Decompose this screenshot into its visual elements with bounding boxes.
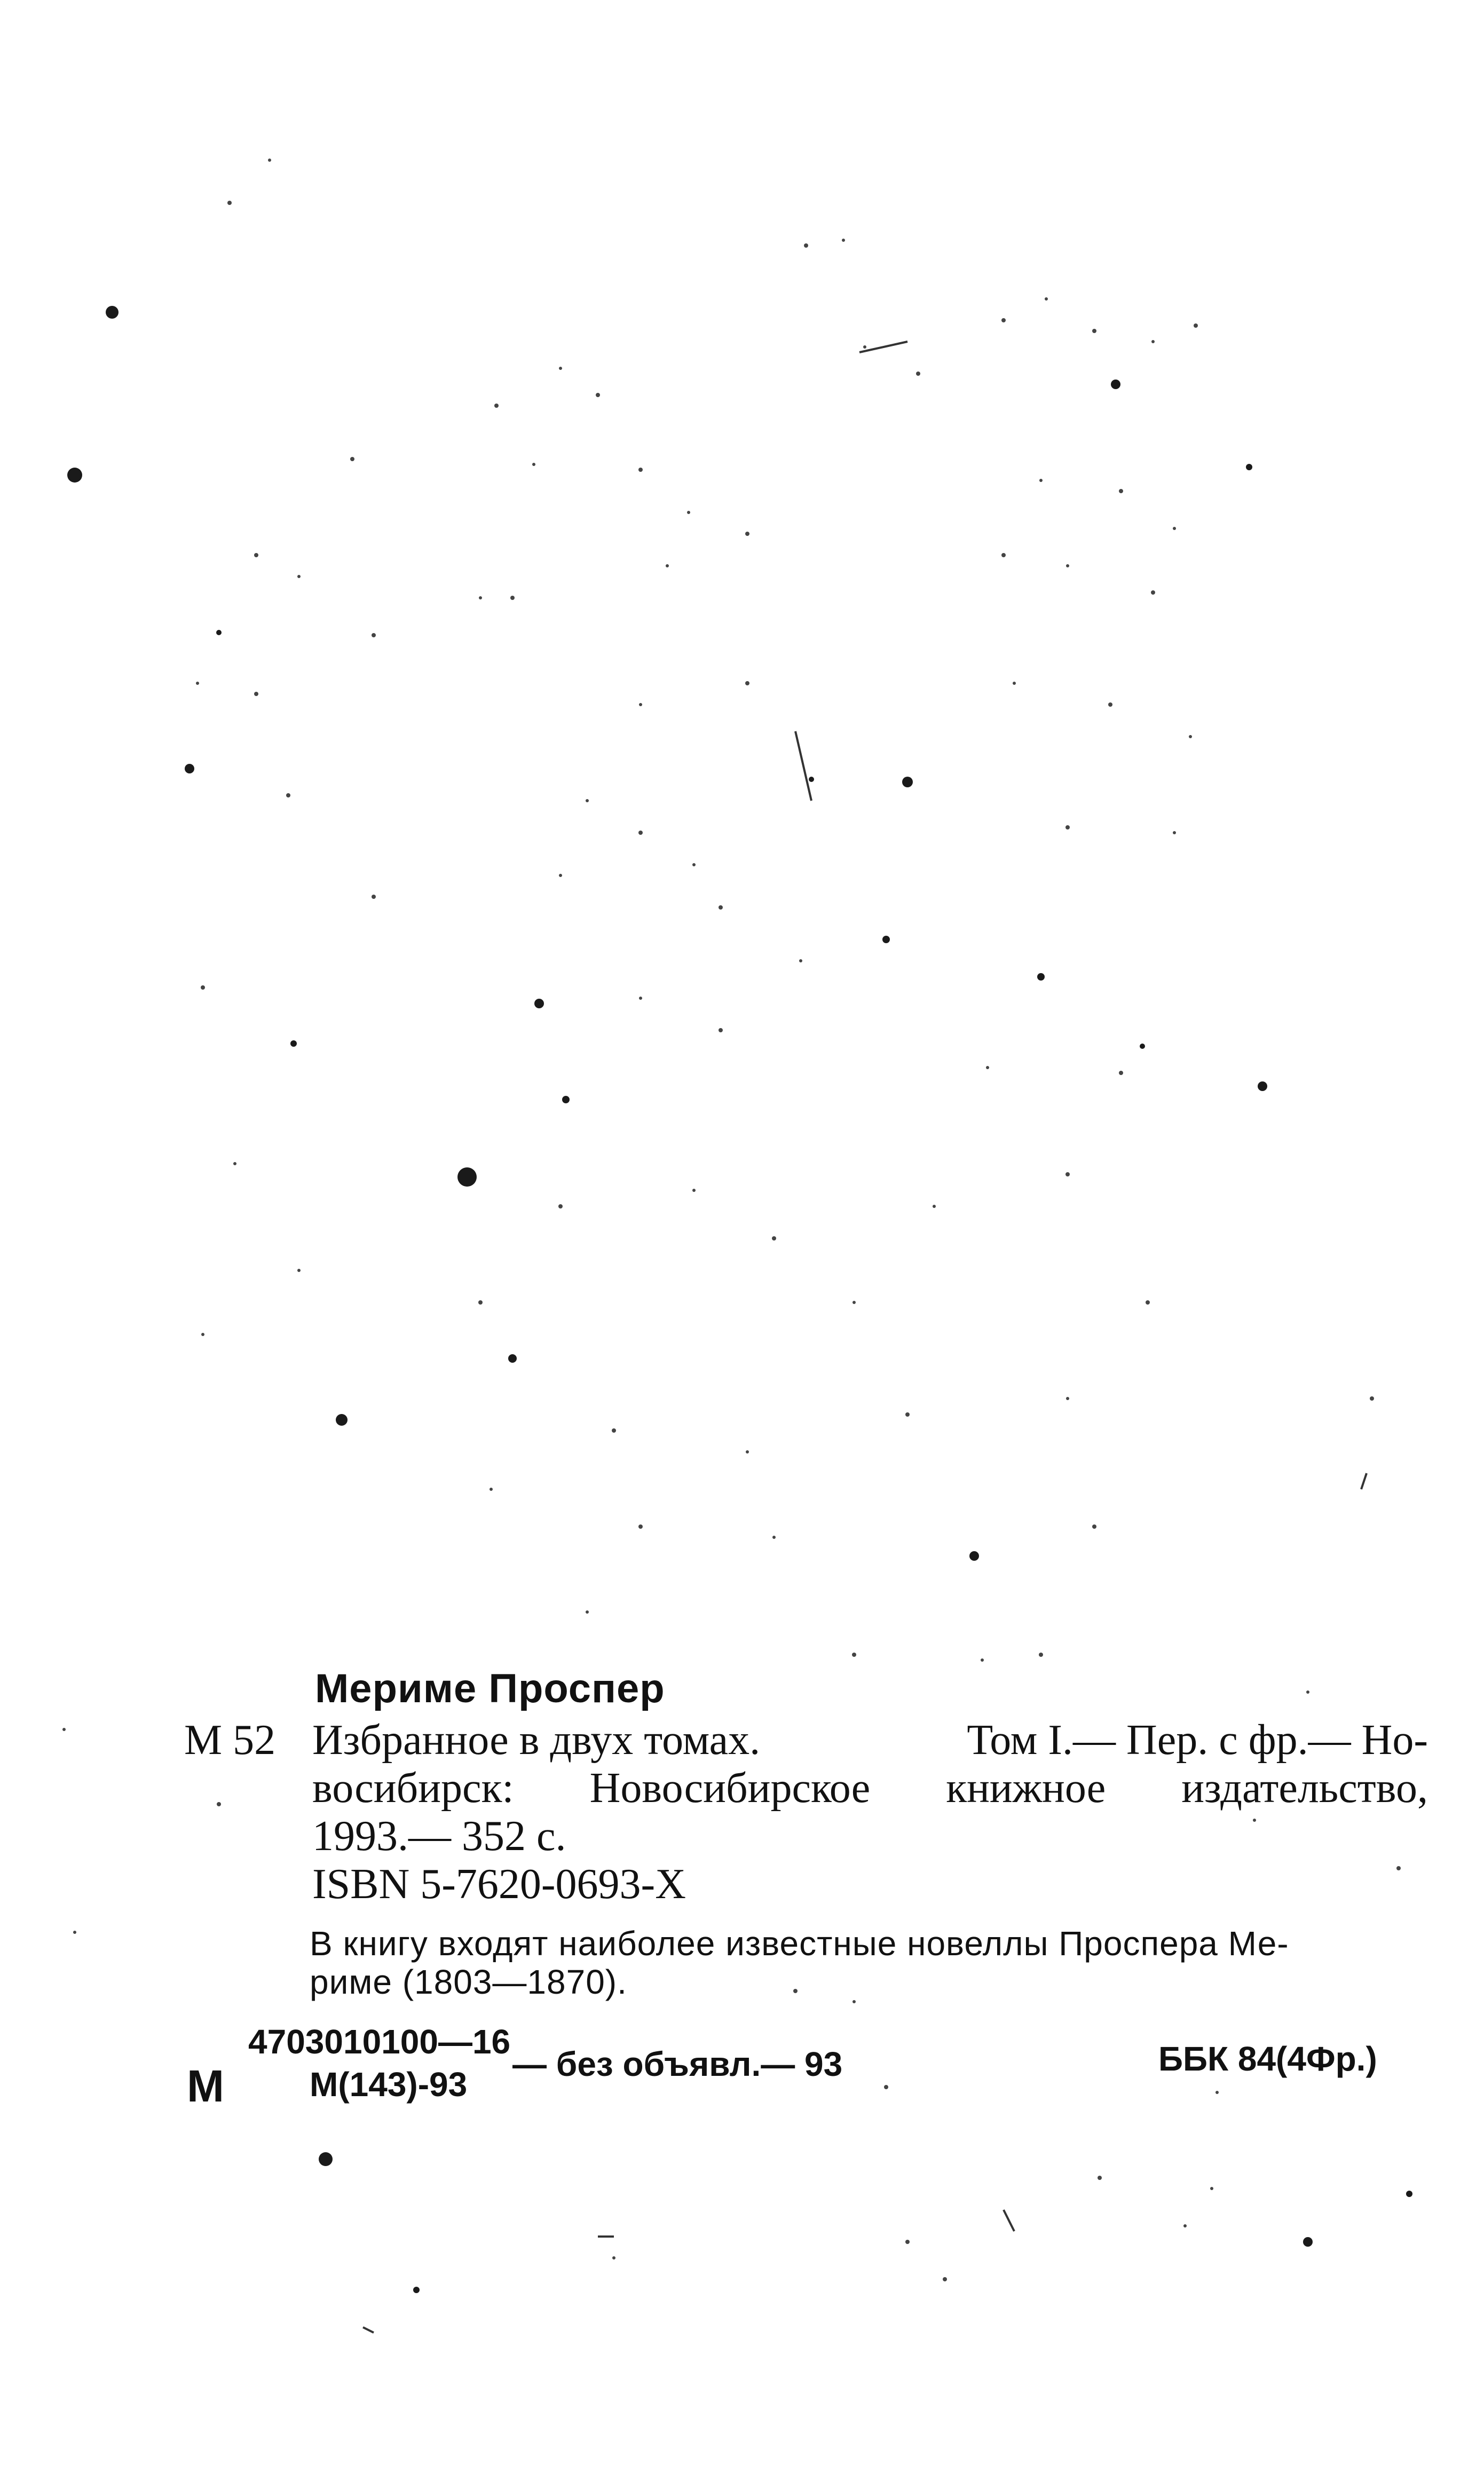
entry-publisher-word-3: издательство,: [1181, 1765, 1428, 1812]
entry-city: восибирск:: [312, 1765, 514, 1812]
code-denominator: М(143)-93: [310, 2065, 468, 2104]
bbk-classification: ББК 84(4Фр.): [1158, 2040, 1377, 2078]
entry-publisher-word-1: Новосибирское: [589, 1765, 871, 1812]
entry-publisher-word-2: книжное: [946, 1765, 1106, 1812]
entry-line-1: [312, 1716, 1428, 1764]
author-name: Мериме Проспер: [315, 1666, 665, 1711]
annotation: [310, 1924, 1420, 2001]
bibliographic-entry: [312, 1716, 1428, 1908]
entry-volume-translation: Том I.— Пер. с фр.— Но-: [967, 1717, 1428, 1764]
code-numerator: 4703010100—16: [248, 2022, 511, 2061]
catalog-index: М 52: [184, 1717, 276, 1764]
annotation-line-1: В книгу входят наиболее известные новеллы Проспера Ме-: [310, 1924, 1289, 1963]
entry-isbn: ISBN 5-7620-0693-X: [312, 1861, 686, 1908]
no-announcement-notice: — без объявл.— 93: [512, 2045, 843, 2083]
entry-line-2: [312, 1764, 1428, 1812]
entry-year-pages: 1993.— 352 с.: [312, 1813, 566, 1860]
annotation-line-2: риме (1803—1870).: [310, 1963, 627, 2001]
code-letter: М: [187, 2061, 224, 2111]
publisher-code: [248, 2020, 510, 2106]
entry-title: Избранное в двух томах.: [312, 1717, 761, 1764]
